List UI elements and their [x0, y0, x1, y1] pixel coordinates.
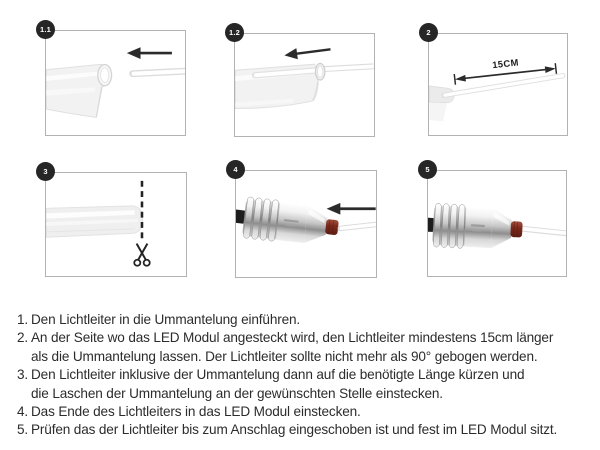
instruction-line: als die Ummantelung lassen. Der Lichtleiter sollte nicht mehr als 90° gebogen werden.: [31, 348, 538, 364]
instruction-number: 4.: [17, 404, 29, 420]
light-guide-cable-graphic: [133, 71, 185, 73]
sheath-tube-graphic: [46, 206, 142, 237]
arrow-left-icon: [127, 47, 172, 59]
step-badge: 2: [419, 23, 438, 42]
step-1-2-illustration: [235, 34, 374, 136]
step-badge: 3: [36, 162, 55, 181]
step-badge: 1.2: [225, 23, 244, 42]
instruction-list: [17, 311, 595, 440]
step-3-illustration: [46, 173, 186, 276]
light-guide-cable-graphic: [340, 224, 375, 228]
instruction-line: die Laschen der Ummantelung an der gewünschten Stelle einstecken.: [31, 385, 443, 401]
instruction-number: 3.: [17, 367, 29, 383]
led-module-graphic: [236, 195, 340, 248]
step-badge: 5: [418, 160, 437, 179]
instruction-item: [17, 311, 595, 329]
instruction-line: Das Ende des Lichtleiters in das LED Modul einstecken.: [31, 404, 361, 420]
instruction-line: Den Lichtleiter inklusive der Ummantelung dann auf die benötigte Länge kürzen und: [31, 367, 525, 383]
step-badge: 4: [226, 160, 245, 179]
instruction-number: 1.: [17, 312, 29, 327]
instruction-item: [17, 329, 595, 366]
step-4-illustration: [236, 171, 376, 277]
led-module-graphic: [428, 202, 523, 251]
step-panel-3: [43, 167, 187, 277]
scissors-icon: [134, 244, 149, 266]
step-badge: 1.1: [36, 20, 55, 39]
instruction-line: An der Seite wo das LED Modul angesteckt wird, den Lichtleiter mindestens 15cm länger: [31, 330, 554, 346]
instruction-number: 2.: [17, 330, 29, 346]
arrow-left-icon: [284, 48, 330, 59]
dimension-label: 15CM: [491, 56, 520, 71]
step-panel-1-2: [228, 28, 375, 137]
step-5-illustration: [428, 171, 566, 276]
sheath-opening-ring: [315, 64, 324, 80]
step-2-illustration: [429, 34, 567, 135]
step-panel-5: [425, 165, 567, 277]
sheath-tube-graphic: [46, 64, 111, 117]
instruction-item: [17, 421, 595, 439]
instruction-item: [17, 403, 595, 421]
instruction-item: [17, 366, 595, 403]
instruction-line: Prüfen das der Lichtleiter bis zum Anschlag eingeschoben ist und fest im LED Modul sitzt.: [31, 422, 558, 438]
sheath-tube-graphic: [429, 86, 454, 121]
step-panel-4: [233, 165, 377, 278]
arrow-left-icon: [327, 203, 376, 215]
step-1-1-illustration: [46, 31, 185, 135]
step-panel-2: [426, 28, 568, 136]
instruction-number: 5.: [17, 422, 29, 438]
instruction-line: Den Lichtleiter in die Ummantelung einführen.: [31, 312, 301, 327]
step-panel-1-1: [39, 25, 186, 136]
